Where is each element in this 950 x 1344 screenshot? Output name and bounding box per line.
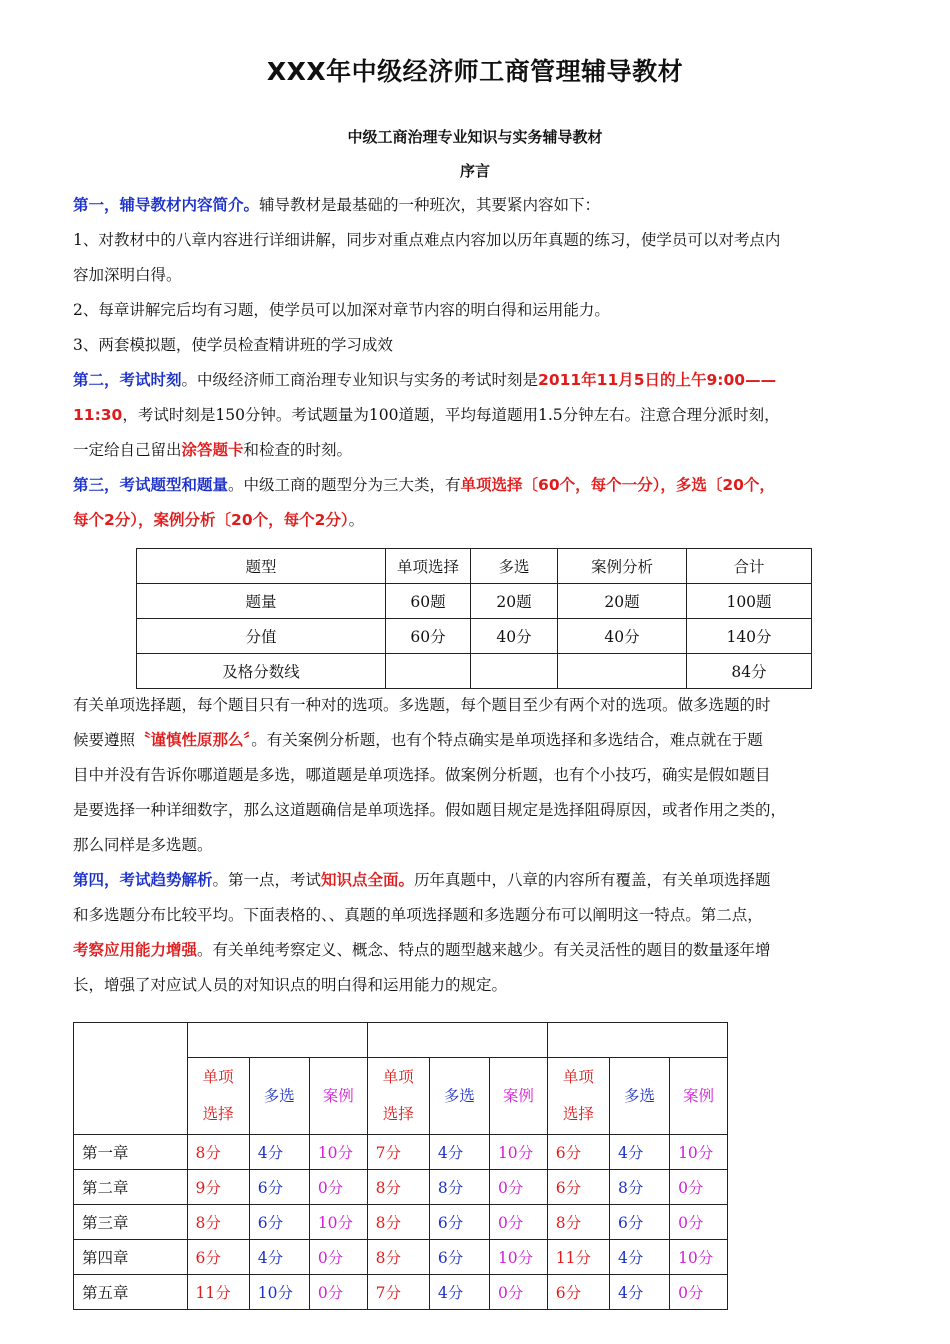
table-row <box>74 1135 728 1170</box>
chapter-cell: 第一章 <box>74 1135 188 1170</box>
score-cell: 6分 <box>547 1135 609 1170</box>
explanation-line-2b: 。有关案例分析题，也有个特点确实是单项选择和多选结合，难点就在于题 <box>251 731 763 749</box>
section-2-text-4: 和检查的时刻。 <box>243 441 353 459</box>
exam-time-highlight: 2011年11月5日的上午9:00—— <box>538 371 777 389</box>
table-row <box>137 654 812 689</box>
score-cell: 4分 <box>610 1135 670 1170</box>
explanation-line-2a: 候要遵照 <box>73 731 136 749</box>
score-cell: 6分 <box>249 1205 309 1240</box>
year-group-cell <box>187 1023 367 1058</box>
question-types-highlight-1: 单项选择〔60个，每个一分），多选〔20个， <box>460 476 775 494</box>
score-cell: 10分 <box>489 1135 547 1170</box>
year-group-cell <box>367 1023 547 1058</box>
table-blank-row <box>74 1023 728 1058</box>
table-cell: 40分 <box>471 619 558 654</box>
score-cell: 6分 <box>547 1170 609 1205</box>
score-cell: 8分 <box>429 1170 489 1205</box>
table-header-cell: 多选 <box>471 549 558 584</box>
table-corner-cell <box>74 1023 188 1135</box>
table-cell <box>471 654 558 689</box>
score-cell: 7分 <box>367 1275 429 1310</box>
column-header-cell: 多选 <box>429 1058 489 1135</box>
column-header-cell: 单项 选择 <box>547 1058 609 1135</box>
section-4-line-4: 长，增强了对应试人员的对知识点的明白得和运用能力的规定。 <box>73 976 508 994</box>
section-3-text-2: 。 <box>348 511 365 529</box>
table-header-cell: 合计 <box>687 549 812 584</box>
column-header-cell: 单项 选择 <box>187 1058 249 1135</box>
score-cell: 11分 <box>547 1240 609 1275</box>
score-cell: 0分 <box>670 1205 728 1240</box>
score-cell: 0分 <box>670 1170 728 1205</box>
score-cell: 6分 <box>187 1240 249 1275</box>
table-cell <box>558 654 687 689</box>
score-cell: 10分 <box>670 1240 728 1275</box>
table-row <box>74 1240 728 1275</box>
explanation-line-5: 那么同样是多选题。 <box>73 836 213 854</box>
table-cell: 140分 <box>687 619 812 654</box>
chapter-distribution-table <box>73 1022 728 1310</box>
table-header-row <box>137 549 812 584</box>
table-cell: 100题 <box>687 584 812 619</box>
section-2-text-1: 。中级经济师工商治理专业知识与实务的考试时刻是 <box>181 371 539 389</box>
section-1-item-3: 3、两套模拟题，使学员检查精讲班的学习成效 <box>73 336 393 354</box>
answer-card-highlight: 涂答题卡 <box>181 441 244 459</box>
score-cell: 9分 <box>187 1170 249 1205</box>
column-header-cell: 案例 <box>670 1058 728 1135</box>
score-cell: 7分 <box>367 1135 429 1170</box>
table-row <box>74 1205 728 1240</box>
section-1 <box>73 188 888 538</box>
score-cell: 10分 <box>309 1135 367 1170</box>
document-title: XXX年中级经济师工商管理辅导教材 <box>266 57 684 86</box>
score-cell: 0分 <box>489 1205 547 1240</box>
table-cell: 分值 <box>137 619 386 654</box>
preface-heading: 序言 <box>459 162 490 180</box>
question-types-table <box>136 548 812 689</box>
score-cell: 4分 <box>429 1135 489 1170</box>
column-header-cell: 案例 <box>489 1058 547 1135</box>
table-header-cell: 案例分析 <box>558 549 687 584</box>
score-cell: 0分 <box>489 1170 547 1205</box>
exam-time-end: 11:30 <box>73 406 123 424</box>
section-3-explanation <box>73 688 888 1003</box>
section-1-heading: 第一，辅导教材内容简介。 <box>73 196 260 214</box>
score-cell: 6分 <box>429 1205 489 1240</box>
score-cell: 8分 <box>187 1205 249 1240</box>
year-group-cell <box>547 1023 727 1058</box>
column-header-cell: 案例 <box>309 1058 367 1135</box>
score-cell: 0分 <box>670 1275 728 1310</box>
score-cell: 8分 <box>187 1135 249 1170</box>
table-cell: 题量 <box>137 584 386 619</box>
table-row <box>137 584 812 619</box>
explanation-line-1: 有关单项选择题，每个题目只有一种对的选项。多选题，每个题目至少有两个对的选项。做多选题的时 <box>73 696 771 714</box>
explanation-line-4: 是要选择一种详细数字，那么这道题确信是单项选择。假如题目规定是选择阻碍原因，或者作用之类的， <box>73 801 787 819</box>
table-header-cell: 单项选择 <box>386 549 471 584</box>
score-cell: 4分 <box>610 1240 670 1275</box>
table-cell: 60分 <box>386 619 471 654</box>
chapter-cell: 第三章 <box>74 1205 188 1240</box>
score-cell: 0分 <box>489 1275 547 1310</box>
score-cell: 8分 <box>367 1170 429 1205</box>
column-header-cell: 多选 <box>249 1058 309 1135</box>
section-4-text-1: 。第一点，考试 <box>212 871 322 889</box>
chapter-cell: 第二章 <box>74 1170 188 1205</box>
section-4-text-2: 历年真题中，八章的内容所有覆盖，有关单项选择题 <box>414 871 771 889</box>
score-cell: 8分 <box>367 1205 429 1240</box>
score-cell: 10分 <box>670 1135 728 1170</box>
table-cell <box>386 654 471 689</box>
score-cell: 6分 <box>610 1205 670 1240</box>
score-cell: 6分 <box>429 1240 489 1275</box>
score-cell: 0分 <box>309 1240 367 1275</box>
section-3-text-1: 。中级工商的题型分为三大类，有 <box>228 476 461 494</box>
section-4-line-2: 和多选题分布比较平均。下面表格的、、真题的单项选择题和多选题分布可以阐明这一特点。第二点， <box>73 906 763 924</box>
score-cell: 0分 <box>309 1275 367 1310</box>
section-4-text-3: 。有关单纯考察定义、概念、特点的题型越来越少。有关灵活性的题目的数量逐年增 <box>197 941 771 959</box>
chapter-cell: 第四章 <box>74 1240 188 1275</box>
table-cell: 20题 <box>558 584 687 619</box>
table-row <box>137 619 812 654</box>
section-4-heading: 第四，考试趋势解析 <box>73 871 213 889</box>
score-cell: 6分 <box>547 1275 609 1310</box>
section-2-text-2: ，考试时刻是150分钟。考试题量为100道题，平均每道题用1.5分钟左右。注意合理分派时刻， <box>122 406 780 424</box>
score-cell: 10分 <box>309 1205 367 1240</box>
section-1-intro: 辅导教材是最基础的一种班次，其要紧内容如下： <box>259 196 601 214</box>
section-1-item-1b: 容加深明白得。 <box>73 266 182 284</box>
table-cell: 84分 <box>687 654 812 689</box>
score-cell: 11分 <box>187 1275 249 1310</box>
chapter-cell: 第五章 <box>74 1275 188 1310</box>
table-row <box>74 1170 728 1205</box>
table-header-cell: 题型 <box>137 549 386 584</box>
score-cell: 4分 <box>610 1275 670 1310</box>
section-1-item-2: 2、每章讲解完后均有习题，使学员可以加深对章节内容的明白得和运用能力。 <box>73 301 610 319</box>
score-cell: 8分 <box>367 1240 429 1275</box>
explanation-line-3: 目中并没有告诉你哪道题是多选，哪道题是单项选择。做案例分析题，也有个小技巧，确实是假如题目 <box>73 766 771 784</box>
section-2-text-3: 一定给自己留出 <box>73 441 182 459</box>
question-types-highlight-2: 每个2分），案例分析〔20个，每个2分） <box>73 511 349 529</box>
score-cell: 4分 <box>249 1240 309 1275</box>
section-3-heading: 第三，考试题型和题量 <box>73 476 229 494</box>
table-cell: 40分 <box>558 619 687 654</box>
document-subtitle: 中级工商治理专业知识与实务辅导教材 <box>347 128 603 146</box>
score-cell: 4分 <box>249 1135 309 1170</box>
table-cell: 20题 <box>471 584 558 619</box>
column-header-cell: 单项 选择 <box>367 1058 429 1135</box>
application-ability-highlight: 考察应用能力增强 <box>73 941 198 959</box>
score-cell: 6分 <box>249 1170 309 1205</box>
score-cell: 8分 <box>610 1170 670 1205</box>
score-cell: 0分 <box>309 1170 367 1205</box>
score-cell: 10分 <box>489 1240 547 1275</box>
score-cell: 4分 <box>429 1275 489 1310</box>
score-cell: 8分 <box>547 1205 609 1240</box>
column-header-cell: 多选 <box>610 1058 670 1135</box>
score-cell: 10分 <box>249 1275 309 1310</box>
section-1-item-1a: 1、对教材中的八章内容进行详细讲解，同步对重点难点内容加以历年真题的练习，使学员可以对考点内 <box>73 231 781 249</box>
table-cell: 60题 <box>386 584 471 619</box>
table-row <box>74 1275 728 1310</box>
full-coverage-highlight: 知识点全面。 <box>321 871 415 889</box>
table-cell: 及格分数线 <box>137 654 386 689</box>
section-2-heading: 第二，考试时刻 <box>73 371 182 389</box>
caution-principle-highlight: 〝谨慎性原那么〞 <box>135 731 252 749</box>
